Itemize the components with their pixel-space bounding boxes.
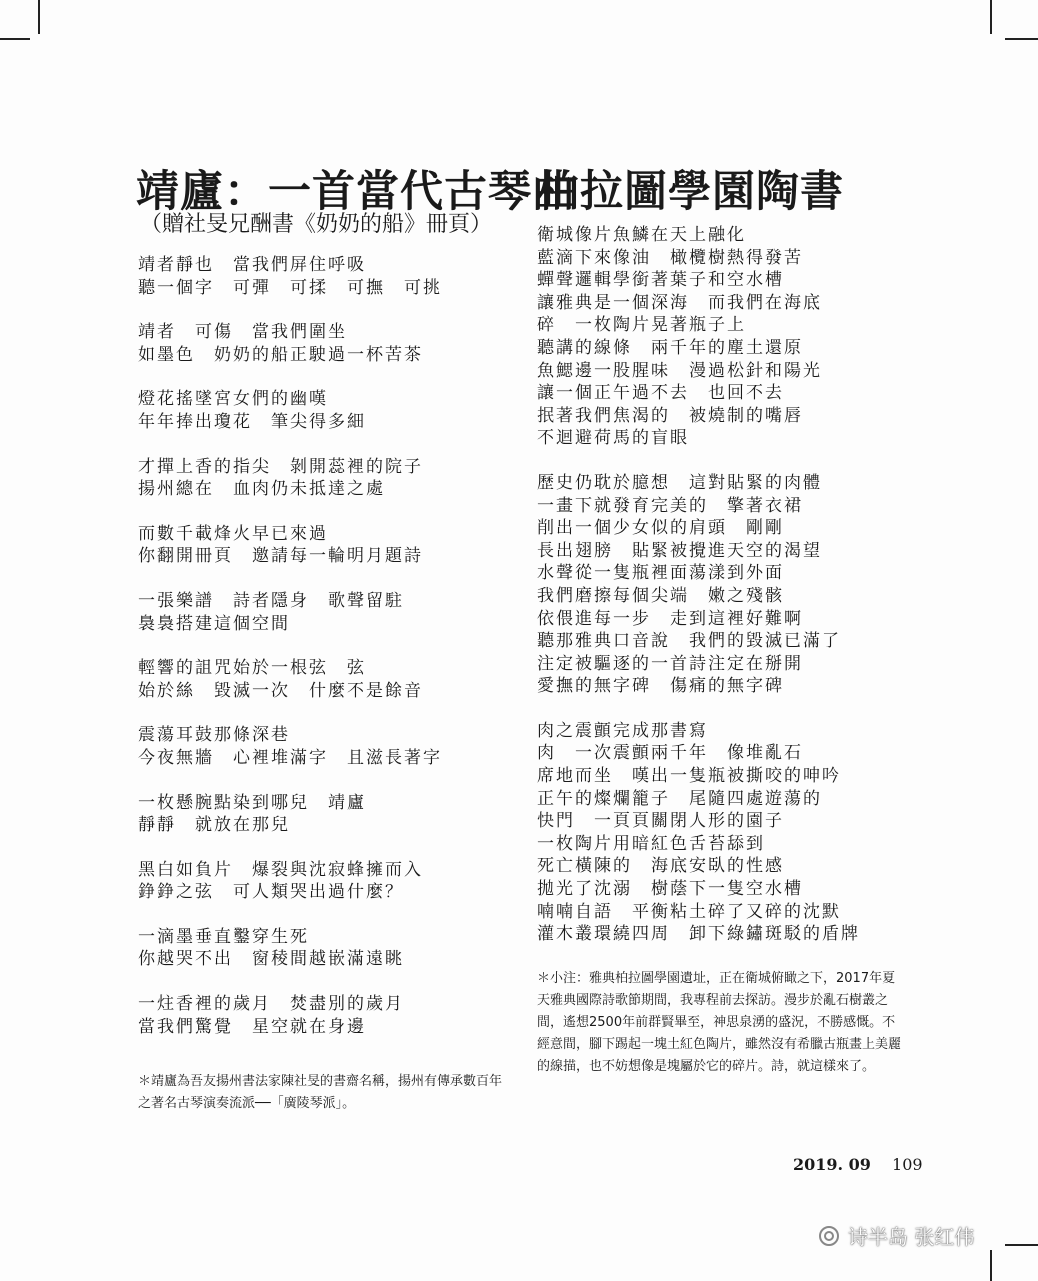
watermark	[818, 1221, 974, 1250]
crop-mark	[0, 38, 30, 40]
page-footer	[793, 1155, 923, 1174]
stanza	[138, 523, 508, 568]
stanza	[138, 724, 508, 769]
footnote-left: ＊靖廬為吾友揚州書法家陳社旻的書齋名稱，揚州有傳承數百年之著名古琴演奏流派──「廣陵琴派」。	[138, 1074, 503, 1111]
poem-left-column	[138, 254, 508, 1060]
poem-line: 愛撫的無字碑 傷痛的無字碑	[537, 676, 784, 697]
crop-mark	[1005, 1244, 1038, 1246]
stanza	[537, 720, 907, 946]
poem-line: 一枚懸腕點染到哪兒 靖廬	[138, 792, 366, 813]
poem-line: 燈花搖墜宮女們的幽嘆	[138, 389, 328, 410]
poem-line: 席地而坐 嘆出一隻瓶被撕咬的呻吟	[537, 766, 841, 787]
crop-mark	[990, 0, 992, 34]
crop-mark	[990, 1250, 992, 1281]
poem-line: 聽一個字 可彈 可揉 可撫 可挑	[138, 277, 442, 298]
poem-line: 靖者 可傷 當我們圍坐	[138, 322, 347, 343]
poem-line: 正午的燦爛籠子 尾隨四處遊蕩的	[537, 788, 822, 809]
footnote-right: ＊小注：雅典柏拉圖學園遺址，正在衛城俯瞰之下，2017年夏天雅典國際詩歌節期間，我專程前去探訪。漫步於亂石樹叢之間，遙想2500年前群賢畢至，神思泉湧的盛況，不勝感慨。不經意間，腳下踢起一塊土紅色陶片，雖然沒有希臘古瓶畫上美麗的線描，也不妨想像是塊屬於它的碎片。詩，就這樣來了。	[537, 971, 902, 1074]
crop-mark	[38, 0, 40, 34]
stanza	[138, 993, 508, 1038]
poem-line: 靖者靜也 當我們屏住呼吸	[138, 255, 366, 275]
stanza	[138, 254, 508, 299]
poem-line: 不迴避荷馬的盲眼	[537, 428, 689, 449]
crop-mark	[1005, 38, 1038, 40]
stanza	[537, 472, 907, 698]
poem-line: 死亡橫陳的 海底安臥的性感	[537, 856, 784, 877]
poem-line: 碎 一枚陶片晃著瓶子上	[537, 315, 746, 336]
stanza	[138, 456, 508, 501]
poem-title-right: 柏拉圖學園陶書	[536, 167, 844, 217]
poem-line: 始於絲 毀滅一次 什麼不是餘音	[138, 680, 423, 701]
poem-line: 聽那雅典口音說 我們的毀滅已滿了	[537, 631, 841, 652]
stanza	[138, 859, 508, 904]
poem-line: 肉 一次震顫兩千年 像堆亂石	[537, 743, 803, 764]
poem-line: 依偎進每一步 走到這裡好難啊	[537, 608, 803, 629]
poem-line: 削出一個少女似的肩頭 剛剛	[537, 518, 784, 539]
poem-line: 喃喃自語 平衡粘土碎了又碎的沈默	[537, 901, 841, 922]
poem-line: 一張樂譜 詩者隱身 歌聲留駐	[138, 590, 404, 611]
poem-line: 一畫下就發育完美的 擎著衣裙	[537, 495, 803, 516]
poem-line: 衛城像片魚鱗在天上融化	[537, 225, 746, 245]
stanza	[138, 926, 508, 971]
poem-line: 我們磨擦每個尖端 嫩之殘骸	[537, 585, 784, 606]
poem-line: 靜靜 就放在那兒	[138, 815, 290, 836]
poem-right-column	[537, 224, 907, 968]
poem-line: 魚鰓邊一股腥味 漫過松針和陽光	[537, 360, 822, 381]
poem-line: 你越哭不出 窗稜間越嵌滿遠眺	[138, 949, 404, 970]
poem-line: 如墨色 奶奶的船正駛過一杯苦茶	[138, 344, 423, 365]
poem-line: 當我們驚覺 星空就在身邊	[138, 1016, 366, 1037]
poem-line: 灌木叢環繞四周 卸下綠鏽斑駁的盾牌	[537, 924, 860, 945]
poem-line: 一炷香裡的歲月 焚盡別的歲月	[138, 994, 404, 1015]
poem-line: 蟬聲邏輯學銜著葉子和空水槽	[537, 270, 784, 291]
stanza	[138, 792, 508, 837]
stanza	[138, 590, 508, 635]
poem-line: 快門 一頁頁關閉人形的園子	[537, 811, 784, 832]
poem-line: 錚錚之弦 可人類哭出過什麼？	[138, 882, 404, 903]
stanza	[537, 224, 907, 450]
poem-line: 肉之震顫完成那書寫	[537, 720, 708, 741]
poem-line: 拋光了沈溺 樹蔭下一隻空水槽	[537, 879, 803, 900]
poem-line: 裊裊搭建這個空間	[138, 613, 290, 634]
poem-line: 長出翅膀 貼緊被攪進天空的渴望	[537, 540, 822, 561]
poem-line: 而數千載烽火早已來過	[138, 523, 328, 544]
poem-title-left: 靖廬：一首當代古琴曲	[136, 167, 576, 217]
poem-line: 讓雅典是一個深海 而我們在海底	[537, 292, 822, 313]
page-number: 109	[892, 1155, 923, 1174]
poem-line: 震蕩耳鼓那條深巷	[138, 725, 290, 746]
poem-line: 歷史仍耽於臆想 這對貼緊的肉體	[537, 472, 822, 493]
poem-line: 抿著我們焦渴的 被燒制的嘴唇	[537, 405, 803, 426]
poem-line: 聽講的線條 兩千年的塵土還原	[537, 337, 803, 358]
poem-line: 黑白如負片 爆裂與沈寂蜂擁而入	[138, 859, 423, 880]
stanza	[138, 657, 508, 702]
poem-line: 一滴墨垂直鑿穿生死	[138, 926, 309, 947]
poem-subtitle: （贈社旻兄酬書《奶奶的船》冊頁）	[140, 212, 493, 237]
poem-line: 藍滴下來像油 橄欖樹熱得發苦	[537, 247, 803, 268]
poem-line: 讓一個正午過不去 也回不去	[537, 383, 784, 404]
poem-line: 才撣上香的指尖 剝開蕊裡的院子	[138, 456, 423, 477]
poem-line: 年年捧出瓊花 筆尖得多細	[138, 411, 366, 432]
poem-line: 你翻開冊頁 邀請每一輪明月題詩	[138, 546, 423, 567]
poem-line: 揚州總在 血肉仍未抵達之處	[138, 479, 385, 500]
wechat-icon	[818, 1225, 840, 1247]
poem-line: 一枚陶片用暗紅色舌苔舔到	[537, 833, 765, 854]
poem-line: 注定被驅逐的一首詩注定在掰開	[537, 653, 803, 674]
stanza	[138, 321, 508, 366]
issue-date: 2019. 09	[793, 1155, 871, 1174]
poem-line: 今夜無牆 心裡堆滿字 且滋長著字	[138, 747, 442, 768]
poem-line: 水聲從一隻瓶裡面蕩漾到外面	[537, 563, 784, 584]
stanza	[138, 388, 508, 433]
watermark-text: 诗半岛 张红伟	[848, 1225, 975, 1249]
poem-line: 輕響的詛咒始於一根弦 弦	[138, 658, 366, 679]
